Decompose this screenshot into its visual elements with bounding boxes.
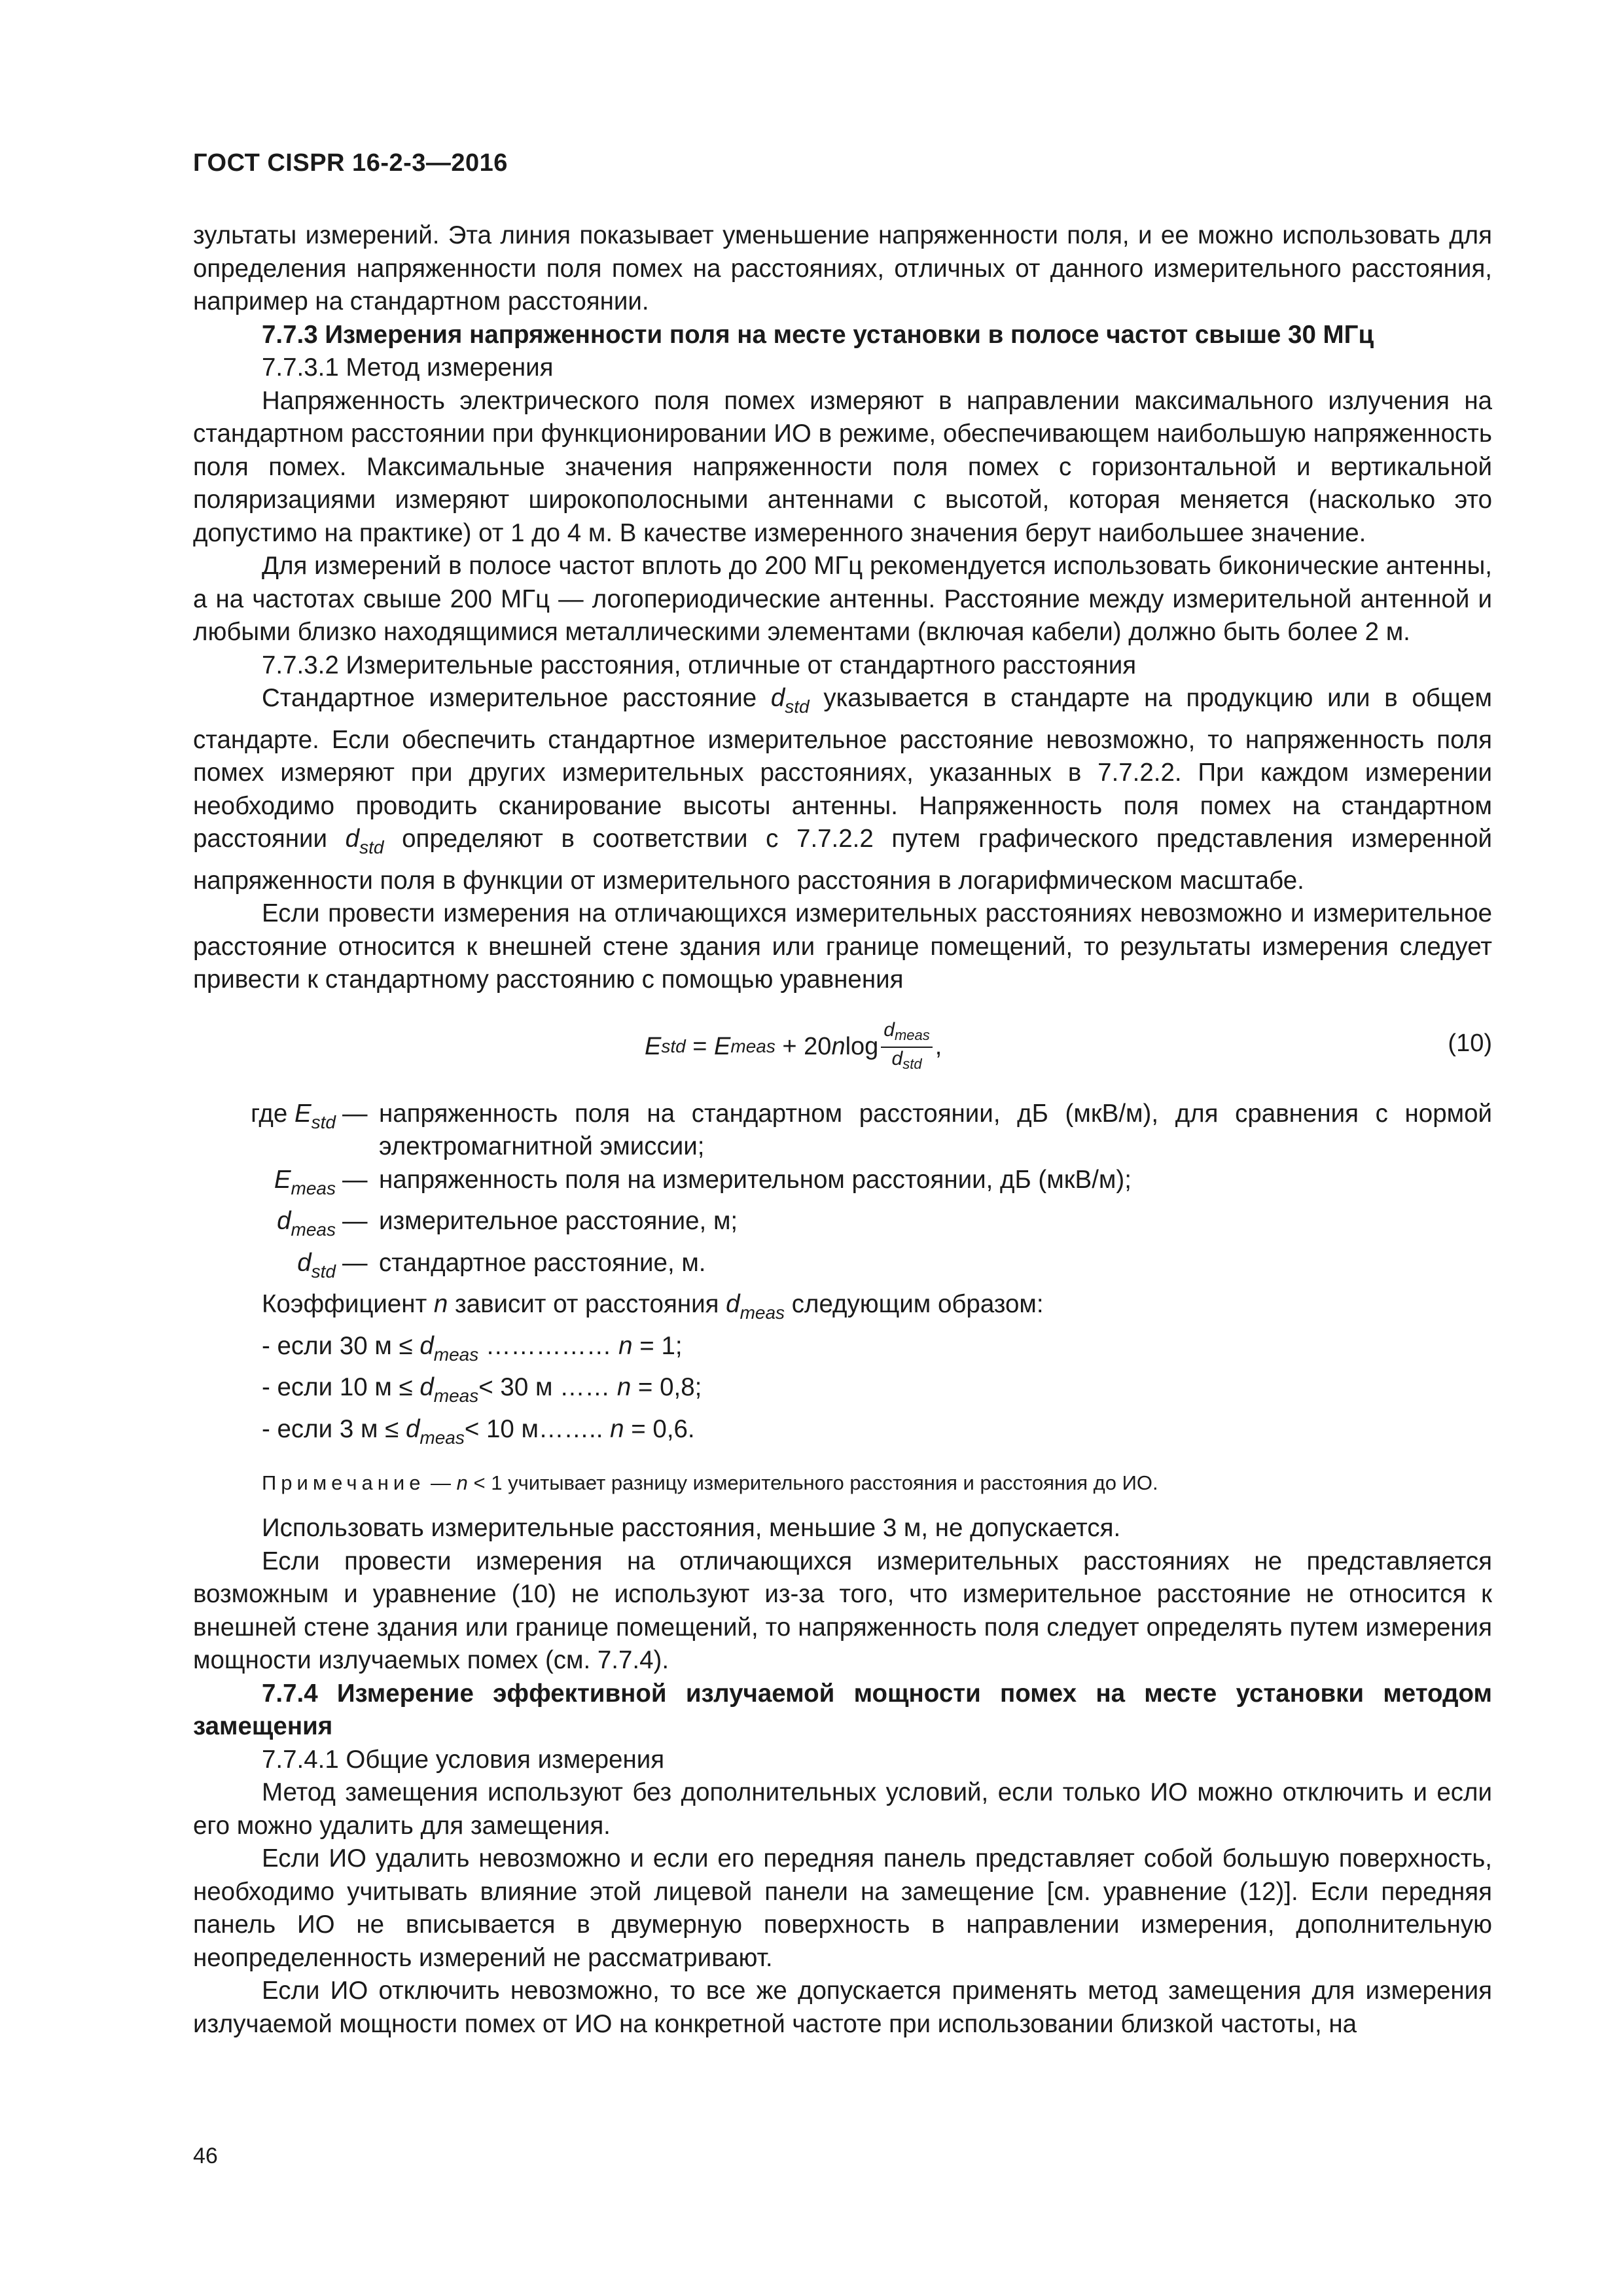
paragraph: Если ИО удалить невозможно и если его передняя панель представляет собой большую поверхность, необходимо учитывать влияние этой лицевой панели на замещение [см. уравнение (12)]. Если передняя панель ИО не вписывается в двумерную поверхность в направлении измерения, дополнительную неопределенность измерений не рассматривают. bbox=[193, 1844, 1492, 1972]
definitions-list bbox=[193, 1098, 1492, 1289]
coefficient-intro: Коэффициент n зависит от расстояния $d_{meas}$ следующим образом: bbox=[262, 1290, 1044, 1323]
equation-number: (10) bbox=[1448, 1029, 1492, 1057]
paragraph: Метод замещения используют без дополнительных условий, если только ИО можно отключить и если его можно удалить для замещения. bbox=[193, 1778, 1492, 1840]
paragraph: Если провести измерения на отличающихся измерительных расстояниях невозможно и измерительное расстояние относится к внешней стене здания или границе помещений, то результаты измерения следует привести к стандартному расстоянию с помощью уравнения bbox=[193, 899, 1492, 994]
note: Примечание — n < 1 учитывает разницу измерительного расстояния и расстояния до ИО. bbox=[262, 1471, 1158, 1494]
paragraph: Если ИО отключить невозможно, то все же допускается применять метод замещения для измерения излучаемой мощности помех от ИО на конкретной частоте при использовании близкой частоты, на bbox=[193, 1977, 1492, 2038]
paragraph: Напряженность электрического поля помех измеряют в направлении максимального излучения на стандартном расстоянии при функционировании ИО в режиме, обеспечивающем наибольшую напряженность поля помех. Максимальные значения напряженности поля помех с горизонтальной и вертикальной поляризациями измеряют широкополосными антеннами с высотой, которая меняется (насколько это допустимо на практике) от 1 до 4 м. В качестве измеренного значения берут наибольшее значение. bbox=[193, 386, 1492, 547]
paragraph: зультаты измерений. Эта линия показывает уменьшение напряженности поля, и ее можно использовать для определения напряженности поля помех на расстояниях, отличных от данного измерительного расстояния, например на стандартном расстоянии. bbox=[193, 221, 1492, 315]
definition-item: $E_{meas}$ — напряженность поля на измерительном расстоянии, дБ (мкВ/м); bbox=[274, 1165, 1132, 1198]
coefficient-block bbox=[262, 1288, 1492, 1454]
subsection-heading-7-7-4-1: 7.7.4.1 Общие условия измерения bbox=[262, 1745, 665, 1774]
page-number: 46 bbox=[193, 2144, 218, 2168]
definition-item: $d_{meas}$ — измерительное расстояние, м; bbox=[277, 1207, 738, 1240]
note-label: Примечание bbox=[262, 1471, 425, 1494]
document-header: ГОСТ CISPR 16-2-3—2016 bbox=[193, 149, 508, 177]
paragraph: Для измерений в полосе частот вплоть до 200 МГц рекомендуется использовать биконические антенны, а на частотах свыше 200 МГц — логопериодические антенны. Расстояние между измерительной антенной и любыми близко находящимися металлическими элементами (включая кабели) должно быть более 2 м. bbox=[193, 552, 1492, 646]
section-heading-7-7-4: 7.7.4 Измерение эффективной излучаемой мощности помех на месте установки методом замещения bbox=[193, 1679, 1492, 1740]
subsection-heading-7-7-3-2: 7.7.3.2 Измерительные расстояния, отличные от стандартного расстояния bbox=[262, 651, 1137, 679]
coefficient-case: - если 10 $м \le d_{meas}< 30$ м …… n = 0,8; bbox=[262, 1373, 702, 1406]
definition-item: где $E_{std}$ — напряженность поля на стандартном расстоянии, дБ (мкВ/м), для сравнения с нормой электромагнитной эмиссии; bbox=[251, 1099, 1492, 1160]
paragraph: Стандартное измерительное расстояние $d_{std}$ указывается в стандарте на продукцию или в общем стандарте. Если обеспечить стандартное измерительное расстояние невозможно, то напряженность поля помех измеряют при других измерительных расстояниях, указанных в 7.7.2.2. При каждом измерении необходимо проводить сканирование высоты антенны. Напряженность поля помех на стандартном расстоянии $d_{std}$ определяют в соответствии с 7.7.2.2 путем графического представления измеренной напряженности поля в функции от измерительного расстояния в логарифмическом масштабе. bbox=[193, 684, 1492, 895]
definition-item: $d_{std}$ — стандартное расстояние, м. bbox=[297, 1248, 706, 1282]
equation-10 bbox=[193, 1007, 1492, 1078]
document-body bbox=[193, 219, 1492, 2041]
paragraph: Использовать измерительные расстояния, меньшие 3 м, не допускается. bbox=[262, 1514, 1121, 1542]
equation-fraction: $\frac{d_{meas}}{d_{std}}$ bbox=[881, 1019, 932, 1075]
subsection-heading-7-7-3-1: 7.7.3.1 Метод измерения bbox=[262, 353, 554, 382]
section-heading-7-7-3: 7.7.3 Измерения напряженности поля на месте установки в полосе частот свыше 30 МГц bbox=[262, 320, 1374, 349]
coefficient-case: - если 30 $м \le d_{meas}$ …………… n = 1; bbox=[262, 1331, 683, 1365]
paragraph: Если провести измерения на отличающихся измерительных расстояниях не представляется возможным и уравнение (10) не используют из-за того, что измерительное расстояние не относится к внешней стене здания или границе помещений, то напряженность поля следует определять путем измерения мощности излучаемых помех (см. 7.7.4). bbox=[193, 1547, 1492, 1674]
equation-body: E std = E meas + 20 n log $\frac{d_{meas}}{d_{std}}$ , bbox=[645, 1019, 942, 1075]
coefficient-case: - если 3 $м \le d_{meas}< 10$ м…….. n = 0,6. bbox=[262, 1414, 695, 1448]
